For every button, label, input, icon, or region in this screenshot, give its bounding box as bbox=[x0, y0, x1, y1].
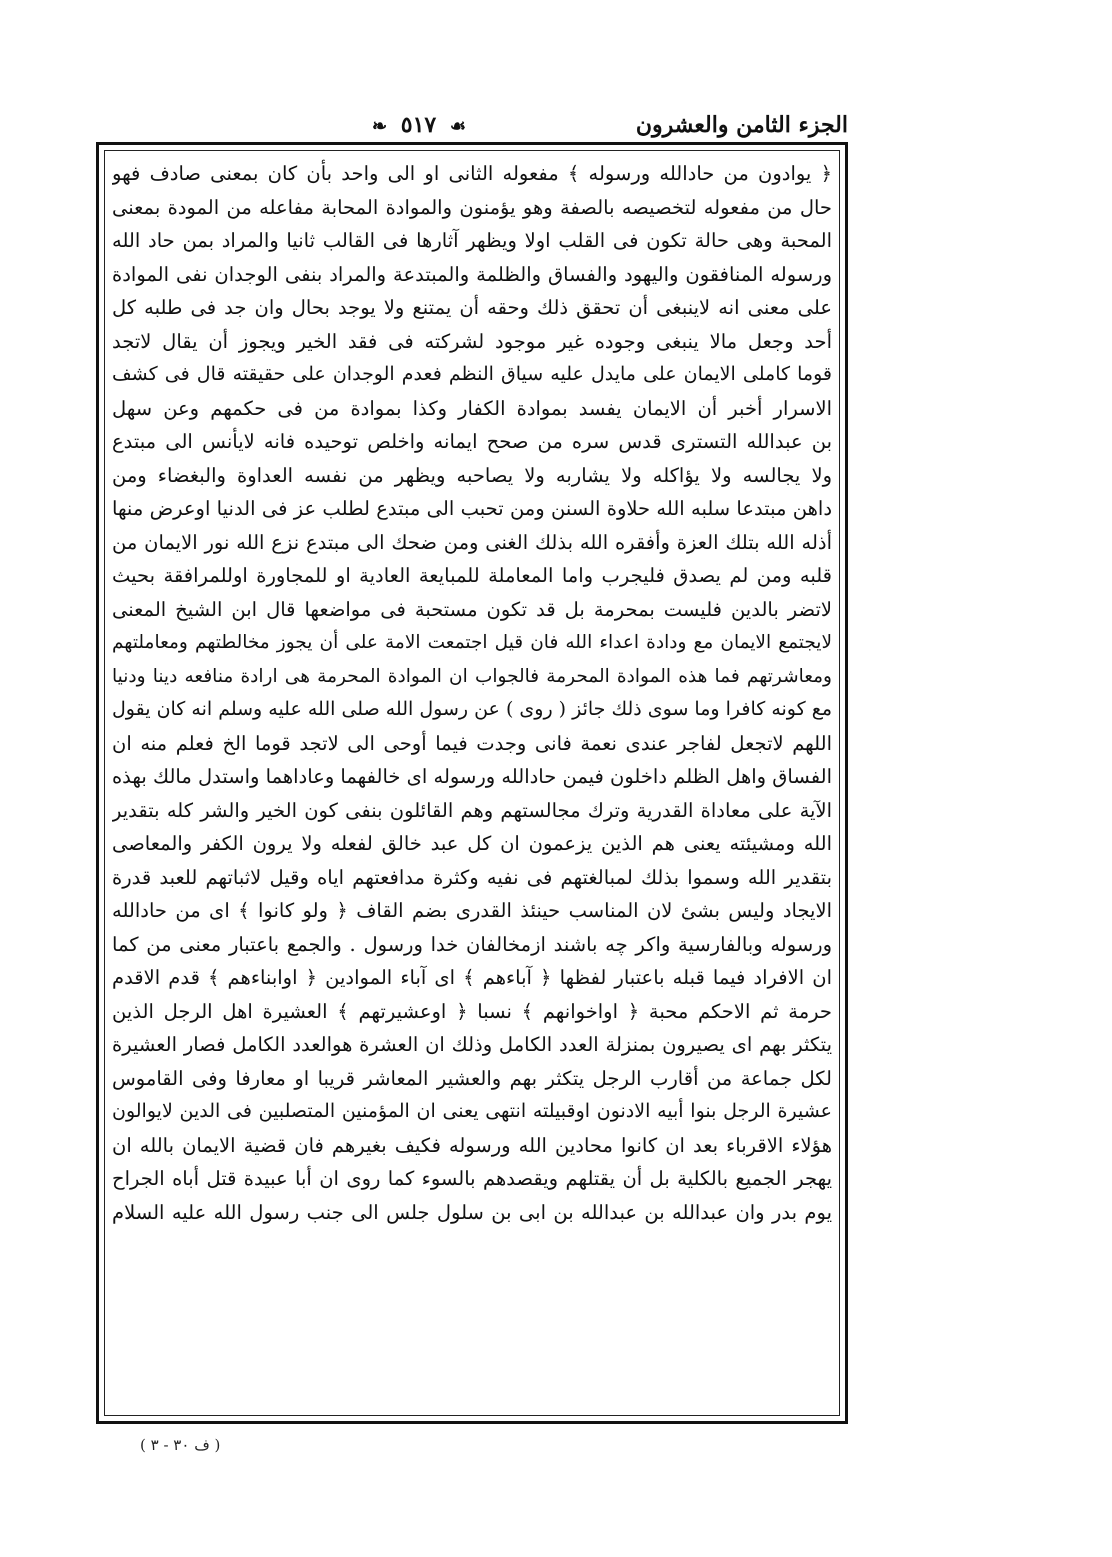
text-line: الايجاد وليس بشئ لان المناسب حينئذ القدرى بضم القاف ﴿ ولو كانوا ﴾ اى من حادالله bbox=[112, 899, 832, 922]
text-line: حرمة ثم الاحكم محبة ﴿ اواخوانهم ﴾ نسبا ﴿ اوعشيرتهم ﴾ العشيرة اهل الرجل الذين bbox=[112, 999, 832, 1023]
text-line: لايجتمع الايمان مع ودادة اعداء الله فان قيل اجتمعت الامة على أن يجوز مخالطتهم ومعاملتهم bbox=[112, 632, 832, 653]
text-line: يهجر الجميع بالكلية بل أن يقتلهم ويقصدهم بالسوء كما روى ان أبا عبيدة قتل أباه الجراح bbox=[112, 1167, 832, 1190]
text-line: قلبه ومن لم يصدق فليجرب واما المعاملة للمبايعة العادية او للمجاورة اوللمرافقة بحيث bbox=[112, 564, 832, 587]
text-line: لاتضر بالدين فليست بمحرمة بل قد تكون مستحبة فى مواضعها قال ابن الشيخ المعنى bbox=[112, 597, 832, 621]
running-head: الجزء الثامن والعشرون bbox=[635, 112, 848, 138]
ornament-right-icon: ☙ bbox=[449, 116, 467, 137]
text-line: الاسرار أخبر أن الايمان يفسد بموادة الكفار وكذا بموادة من فى حكمهم وعن سهل bbox=[112, 396, 832, 420]
text-line: ورسوله المنافقون واليهود والفساق والظلمة والمبتدعة والمراد بنفى الوجدان نفى الموادة bbox=[112, 262, 832, 286]
text-line: قوما كاملى الايمان على مايدل عليه سياق النظم فعدم الوجدان على حقيقته قال فى كشف bbox=[112, 363, 832, 385]
text-line: ولا يجالسه ولا يؤاكله ولا يشاربه ولا يصاحبه ويظهر من نفسه العداوة والبغضاء ومن bbox=[112, 463, 832, 487]
text-line: ورسوله وبالفارسية واكر چه باشند ازمخالفان خدا ورسول . والجمع باعتبار معنى من كما bbox=[112, 932, 832, 956]
text-line: ان الافراد فيما قبله باعتبار لفظها ﴿ آباءهم ﴾ اى آباء الموادين ﴿ اوابناءهم ﴾ قدم الاقدم bbox=[112, 966, 832, 989]
text-line: حال من مفعوله لتخصيصه بالصفة وهو يؤمنون والموادة المحابة مفاعله من المودة بمعنى bbox=[112, 195, 832, 219]
ornament-left-icon: ❧ bbox=[372, 116, 388, 137]
text-line: ﴿ يوادون من حادالله ورسوله ﴾ مفعوله الثانى او الى واحد بأن كان بمعنى صادف فهو bbox=[112, 162, 832, 185]
text-line: عشيرة الرجل بنوا أبيه الادنون اوقبيلته انتهى يعنى ان المؤمنين المتصلبين فى الدين لايوالون bbox=[112, 1100, 832, 1122]
text-line: لكل جماعة من أقارب الرجل يتكثر بهم والعشير المعاشر قريبا او معارفا وفى القاموس bbox=[112, 1066, 832, 1090]
text-line: على معنى انه لاينبغى أن تحقق ذلك وحقه أن يمتنع ولا يوجد بحال وان جد فى طلبه كل bbox=[112, 296, 832, 319]
text-line: الفساق واهل الظلم داخلون فيمن حادالله ورسوله اى خالفهما وعاداهما واستدل مالك بهذه bbox=[112, 765, 832, 788]
page-header bbox=[96, 112, 848, 142]
text-line: الآية على معاداة القدرية وترك مجالستهم وهم القائلون بنفى كون الخير والشر كله بتقدير bbox=[112, 798, 832, 822]
text-line: أذله الله بتلك العزة وأفقره الله بذلك الغنى ومن ضحك الى مبتدع نزع الله نور الايمان من bbox=[112, 530, 832, 554]
text-line: بن عبدالله التسترى قدس سره من صحح ايمانه واخلص توحيده فانه لايأنس الى مبتدع bbox=[112, 430, 832, 453]
page-number bbox=[366, 112, 472, 138]
text-line: يتكثر بهم اى يصيرون بمنزلة العدد الكامل وذلك ان العشرة هوالعدد الكامل فصار العشيرة bbox=[112, 1033, 832, 1056]
text-line: مع كونه كافرا وما سوى ذلك جائز ( روى ) عن رسول الله صلى الله عليه وسلم انه كان يقول bbox=[112, 698, 832, 720]
text-line: ومعاشرتهم فما هذه الموادة المحرمة فالجواب ان الموادة المحرمة هى ارادة منافعه دينا ودنيا bbox=[112, 665, 832, 687]
text-line: هؤلاء الاقرباء بعد ان كانوا محادين الله ورسوله فكيف بغيرهم فان قضية الايمان بالله ان bbox=[112, 1133, 832, 1157]
text-line: اللهم لاتجعل لفاجر عندى نعمة فانى وجدت فيما أوحى الى لاتجد قوما الخ فعلم منه ان bbox=[112, 731, 832, 755]
body-text bbox=[112, 157, 832, 1409]
signature-mark: ( ف ٣٠ - ٣ ) bbox=[140, 1436, 221, 1454]
text-line: المحبة وهى حالة تكون فى القلب اولا ويظهر آثارها فى القالب ثانيا والمراد بمن حاد الله bbox=[112, 229, 832, 252]
text-line: يوم بدر وان عبدالله بن عبدالله بن ابى بن سلول جلس الى جنب رسول الله عليه السلام bbox=[112, 1200, 832, 1224]
text-line: أحد وجعل مالا ينبغى وجوده غير موجود لشركته فى فقد الخير ويجوز أن يقال لاتجد bbox=[112, 329, 832, 353]
text-line: بتقدير الله وسموا بذلك لمبالغتهم فى نفيه وكثرة مدافعتهم اياه وقيل لاثباتهم للعبد قدرة bbox=[112, 865, 832, 889]
text-line: الله ومشيئته يعنى هم الذين يزعمون ان كل عبد خالق لفعله ولا يرون الكفر والمعاصى bbox=[112, 832, 832, 855]
page-number-value: ٥١٧ bbox=[400, 112, 437, 138]
text-line: داهن مبتدعا سلبه الله حلاوة السنن ومن تحبب الى مبتدع لطلب عز فى الدنيا اوعرض منها bbox=[112, 497, 832, 520]
